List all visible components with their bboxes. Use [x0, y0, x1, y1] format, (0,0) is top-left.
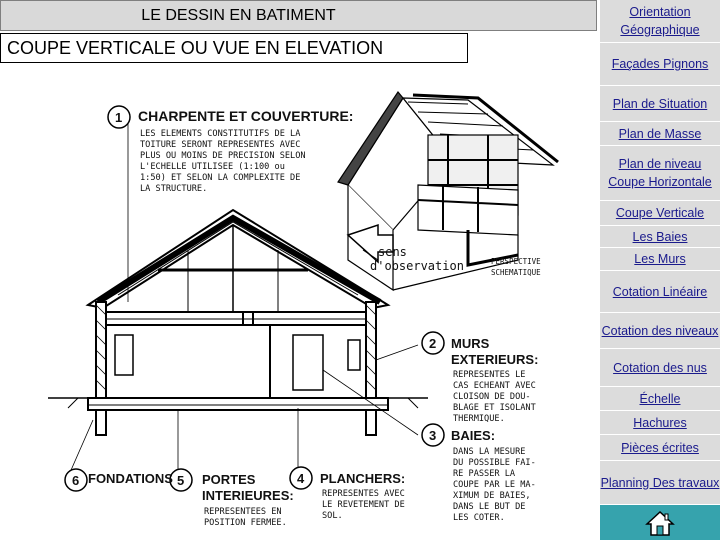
perspective-label-1: PERSPECTIVE — [491, 257, 541, 266]
callout-number-6: 6 — [72, 473, 80, 488]
nav-label: Cotation Linéaire — [612, 284, 708, 299]
murs-text-1: REPRESENTES LE — [453, 370, 526, 380]
nav-les-baies[interactable] — [600, 226, 720, 248]
baies-text-3: RE PASSER LA — [453, 469, 516, 479]
planchers-title: PLANCHERS: — [320, 471, 406, 486]
callout-number-4: 4 — [297, 471, 305, 486]
charpente-text-1: LES ELEMENTS CONSTITUTIFS DE LA — [140, 129, 301, 139]
nav-label: Cotation des niveaux — [601, 323, 719, 338]
nav-label: Plan de Situation — [612, 96, 708, 111]
home-button[interactable] — [600, 505, 720, 540]
nav-facades-pignons[interactable] — [600, 43, 720, 86]
baies-text-1: DANS LA MESURE — [453, 447, 526, 457]
home-icon — [645, 509, 675, 537]
nav-planning-des-travaux[interactable] — [600, 461, 720, 505]
nav-label: Planning Des travaux — [600, 475, 720, 490]
nav-cotation-des-niveaux[interactable] — [600, 313, 720, 349]
nav-orientation-geographique[interactable] — [600, 0, 720, 43]
nav-label: Les Murs — [634, 252, 686, 266]
murs-text-2: CAS ECHEANT AVEC — [453, 381, 536, 391]
planchers-text-3: SOL. — [322, 511, 343, 521]
charpente-text-2: TOITURE SERONT REPRESENTES AVEC — [140, 140, 301, 150]
nav-label: Cotation des nus — [613, 360, 707, 375]
planchers-text-2: LE REVETEMENT DE — [322, 500, 405, 510]
murs-text-5: THERMIQUE. — [453, 414, 505, 424]
nav-label: Coupe Verticale — [615, 206, 705, 220]
charpente-text-4: L'ECHELLE UTILISEE (1:100 ou — [140, 162, 285, 172]
baies-text-6: DANS LE BUT DE — [453, 502, 526, 512]
nav-cotation-lineaire[interactable] — [600, 271, 720, 313]
perspective-label-2: SCHEMATIQUE — [491, 268, 541, 277]
title-bar — [0, 0, 597, 31]
sens-label-2: d'observation — [370, 259, 464, 273]
murs-text-4: BLAGE ET ISOLANT — [453, 403, 536, 413]
murs-title-2: EXTERIEURS: — [451, 352, 539, 367]
callout-number-5: 5 — [177, 473, 185, 488]
nav-hachures[interactable] — [600, 411, 720, 435]
murs-title-1: MURS — [451, 336, 490, 351]
fondations-title: FONDATIONS — [88, 471, 173, 486]
sens-label-1: sens — [378, 245, 407, 259]
nav-coupe-verticale[interactable] — [600, 201, 720, 226]
callout-number-1: 1 — [115, 110, 123, 125]
charpente-text-6: LA STRUCTURE. — [140, 184, 208, 194]
page-title: LE DESSIN EN BATIMENT — [141, 6, 336, 24]
nav-label: Façades Pignons — [611, 57, 709, 71]
portes-text-2: POSITION FERMEE. — [204, 518, 287, 528]
baies-title: BAIES: — [451, 428, 496, 443]
nav-plan-de-situation[interactable] — [600, 86, 720, 122]
page-subtitle: COUPE VERTICALE OU VUE EN ELEVATION — [0, 33, 468, 63]
nav-plan-de-niveau[interactable] — [600, 146, 720, 201]
murs-text-3: CLOISON DE DOU- — [453, 392, 531, 402]
nav-label: Hachures — [633, 415, 687, 430]
baies-text-7: LES COTER. — [453, 513, 505, 523]
baies-text-5: XIMUM DE BAIES, — [453, 491, 531, 501]
charpente-text-3: PLUS OU MOINS DE PRECISION SELON — [140, 151, 306, 161]
baies-text-4: COUPE PAR LE MA- — [453, 480, 536, 490]
nav-les-murs[interactable] — [600, 248, 720, 271]
nav-label: Plan de niveau Coupe Horizontale — [608, 157, 712, 189]
nav-echelle[interactable] — [600, 387, 720, 411]
charpente-text-5: 1:50) ET SELON LA COMPLEXITE DE — [140, 173, 301, 183]
portes-title-2: INTERIEURES: — [202, 488, 294, 503]
planchers-text-1: REPRESENTES AVEC — [322, 489, 405, 499]
nav-pieces-ecrites[interactable] — [600, 435, 720, 461]
nav-cotation-des-nus[interactable] — [600, 349, 720, 387]
nav-label: Échelle — [639, 391, 681, 406]
baies-text-2: DU POSSIBLE FAI- — [453, 458, 536, 468]
callout-number-3: 3 — [429, 428, 437, 443]
callout-number-2: 2 — [429, 336, 437, 351]
nav-label: Plan de Masse — [618, 126, 702, 141]
nav-label: Orientation Géographique — [620, 5, 700, 37]
section-drawing — [48, 90, 600, 540]
nav-label: Les Baies — [632, 229, 688, 244]
portes-title-1: PORTES — [202, 472, 256, 487]
portes-text-1: REPRESENTEES EN — [204, 507, 282, 517]
nav-plan-de-masse[interactable] — [600, 122, 720, 146]
charpente-title: CHARPENTE ET COUVERTURE: — [138, 108, 354, 124]
side-navigation — [600, 0, 720, 540]
nav-label: Pièces écrites — [621, 440, 699, 455]
